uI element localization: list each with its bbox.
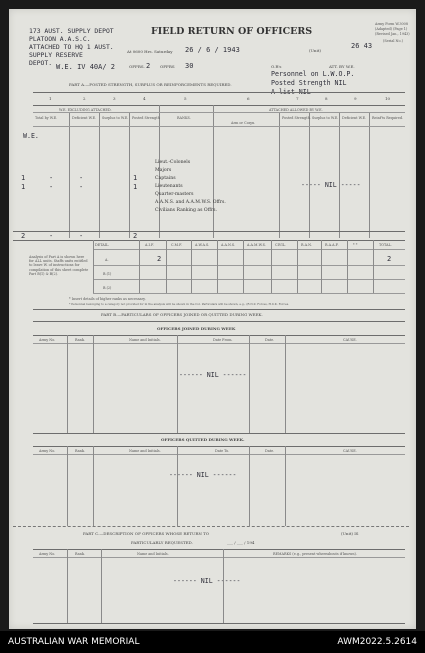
footnote-1: * Insert details of higher ranks as necessary. xyxy=(69,297,146,301)
quitted-hdr-date-to: Date To. xyxy=(215,449,230,453)
quitted-nil: ------ NIL ------ xyxy=(169,471,237,479)
joined-title: OFFICERS JOINED DURING WEEK xyxy=(157,326,236,331)
unit-line-4: SUPPLY RESERVE xyxy=(29,51,83,59)
col-num-7: 7 xyxy=(296,96,299,101)
col-line xyxy=(93,240,94,293)
footer-institution: AUSTRALIAN WAR MEMORIAL xyxy=(8,637,140,647)
hdr-arm-corps: Arm or Corps. xyxy=(231,121,256,125)
unit-line-1: 173 AUST. SUPPLY DEPOT xyxy=(29,27,114,35)
serial-label: (Serial No.) xyxy=(383,39,403,43)
detail-hdr-raaf: R.A.A.F. xyxy=(325,243,339,247)
col-line xyxy=(101,549,102,623)
col-line xyxy=(67,335,68,433)
form-adapted: (Adapted) (Page 1) xyxy=(375,27,408,31)
col-line xyxy=(217,240,218,293)
divider xyxy=(33,549,405,550)
rank-lieutenants: Lieutenants xyxy=(155,184,183,189)
rank-majors: Majors xyxy=(155,168,172,173)
rank-qm: Quarter-masters xyxy=(155,192,194,197)
col-num-1: 1 xyxy=(49,96,52,101)
col-line xyxy=(67,549,68,623)
unit-line-3: ATTACHED TO HQ 1 AUST. xyxy=(29,43,114,51)
col-line xyxy=(69,112,70,238)
hdr-deficient-att: Deficient W.E. xyxy=(342,116,367,120)
footnote-2: * Personnel belonging to a category not provided for in the analysis will be shown in the Col. Particulars will be shown, e.g., (R.N.Z. Forces, H.U.K. Forces. xyxy=(69,302,290,306)
lt-total: 1 xyxy=(21,183,26,191)
c-hdr-name: Name and Initials. xyxy=(137,552,169,556)
ranks-list xyxy=(155,159,226,215)
hdr-surplus-att: Surplus to W.E. xyxy=(312,116,339,120)
divider xyxy=(33,321,405,322)
detail-hdr-other: * * xyxy=(353,243,358,247)
part-b-title: PART B.—PARTICULARS OF OFFICERS JOINED OR QUITTED DURING WEEK. xyxy=(101,312,263,317)
part-c-nil: ------ NIL ------ xyxy=(173,577,241,585)
col-line xyxy=(339,112,340,238)
part-a-title: PART A.—POSTED STRENGTH, SURPLUS OR REINFORCEMENTS REQUIRED. xyxy=(69,82,232,87)
side-note: Analysis of Part A is shown here for ALL units. Staffs units entitled to leave W. of instructions for compilation of this sheet complete Part B(1) & B(2). xyxy=(29,255,89,276)
form-title: FIELD RETURN OF OFFICERS xyxy=(151,26,313,37)
col-line xyxy=(309,112,310,238)
form-revised: (Revised Jan., 1943) xyxy=(375,32,410,36)
col-num-5: 5 xyxy=(184,96,187,101)
col-num-6: 6 xyxy=(247,96,250,101)
col-line xyxy=(223,549,224,623)
unit-typed-text xyxy=(29,27,114,67)
col-num-10: 10 xyxy=(385,96,391,101)
attached-nil: ----- NIL ----- xyxy=(301,181,361,189)
divider xyxy=(33,92,405,93)
archive-footer xyxy=(0,631,425,653)
c-hdr-army-no: Army No. xyxy=(39,552,56,556)
part-c-unit-suffix: (Unit) IS xyxy=(341,531,359,536)
col-line xyxy=(67,446,68,526)
att-label: ATT. BY W.E. xyxy=(329,64,355,69)
col-num-3: 3 xyxy=(113,96,116,101)
cap-posted: 1 xyxy=(133,174,138,182)
lt-deficient: - xyxy=(49,183,54,191)
cap-surplus: - xyxy=(79,174,84,182)
detail-hdr-aif: A.I.F. xyxy=(145,243,154,247)
detail-row-b1: B.(1) xyxy=(103,272,112,276)
joined-hdr-rank: Rank. xyxy=(75,338,85,342)
col-num-4: 4 xyxy=(143,96,146,101)
divider xyxy=(33,126,405,127)
total-posted: 2 xyxy=(133,232,138,240)
quitted-hdr-name: Name and Initials. xyxy=(129,449,161,453)
detail-hdr-aans: A.A.N.S. xyxy=(221,243,236,247)
divider xyxy=(33,335,405,336)
divider xyxy=(33,623,405,624)
we-row-label: W.E. xyxy=(23,132,39,140)
rank-captains: Captains xyxy=(155,176,176,181)
unit-line-5: DEPOT. xyxy=(29,59,53,67)
quitted-hdr-rank: Rank. xyxy=(75,449,85,453)
lt-posted: 1 xyxy=(133,183,138,191)
col-line xyxy=(285,335,286,433)
detail-hdr-cmf: C.M.F. xyxy=(171,243,183,247)
offrs-label: OFFRS. xyxy=(129,64,145,69)
detail-a-aif: 2 xyxy=(157,255,162,263)
quitted-hdr-cause: CAUSE. xyxy=(343,449,357,453)
total-surplus: - xyxy=(79,232,84,240)
divider xyxy=(33,105,405,106)
col-line xyxy=(369,112,370,238)
joined-hdr-cause: CAUSE. xyxy=(343,338,357,342)
hdr-posted: Posted Strength xyxy=(132,116,160,120)
joined-hdr-date: Date. xyxy=(265,338,275,342)
hdr-ranks: RANKS. xyxy=(177,116,191,120)
detail-hdr-ran: R.A.N. xyxy=(301,243,312,247)
quitted-hdr-date: Date. xyxy=(265,449,275,453)
we-reference: W.E. IV 40A/ 2 xyxy=(56,63,116,71)
divider xyxy=(33,446,405,447)
we-excluding-header: W.E. EXCLUDING ATTACHED. xyxy=(59,108,112,112)
col-line xyxy=(177,335,178,433)
detail-label: DETAIL. xyxy=(95,243,110,247)
detail-hdr-aamws: A.A.M.W.S. xyxy=(247,243,266,247)
divider xyxy=(33,343,405,344)
detail-hdr-civil: CIVIL. xyxy=(275,243,287,247)
total-deficient: - xyxy=(49,232,54,240)
form-number: Army Form W.3008 xyxy=(375,22,408,26)
ors-value: 30 xyxy=(185,62,194,70)
col-line xyxy=(249,446,250,526)
hdr-surplus: Surplus to W.E. xyxy=(102,116,129,120)
joined-hdr-name: Name and Initials. xyxy=(129,338,161,342)
col-line xyxy=(93,335,94,433)
posted-strength: Posted Strength NIL xyxy=(271,79,347,87)
ors-label: O.R's xyxy=(271,64,282,69)
col-line xyxy=(249,335,250,433)
col-line xyxy=(191,240,192,293)
at-line: At 0600 Hrs. Saturday xyxy=(127,49,173,54)
c-hdr-rank: Rank. xyxy=(75,552,85,556)
col-line xyxy=(279,112,280,238)
joined-nil: ------ NIL ------ xyxy=(179,371,247,379)
hdr-posted-att: Posted Strength. xyxy=(282,116,311,120)
ors-label-a: OFFRS xyxy=(160,64,175,69)
cap-deficient: - xyxy=(49,174,54,182)
divider xyxy=(33,309,405,310)
detail-row-b2: B.(2) xyxy=(103,286,112,290)
divider xyxy=(33,454,405,455)
total-we: 2 xyxy=(21,232,26,240)
footer-accession: AWM2022.5.2614 xyxy=(337,637,417,647)
divider xyxy=(13,231,405,232)
divider xyxy=(33,557,405,558)
col-line xyxy=(297,240,298,293)
col-num-9: 9 xyxy=(354,96,357,101)
col-line xyxy=(139,240,140,293)
quitted-hdr-army-no: Army No. xyxy=(39,449,56,453)
date-filled: 26 / 6 / 1943 xyxy=(185,46,240,54)
divider xyxy=(33,433,405,434)
col-line xyxy=(271,240,272,293)
col-line xyxy=(99,112,100,238)
rank-civilians: Civilians Ranking as Offrs. xyxy=(155,208,217,213)
rank-aans: A.A.N.S. and A.A.M.W.S. Offrs. xyxy=(155,200,226,205)
divider xyxy=(93,293,405,294)
col-line xyxy=(285,446,286,526)
a-list: A list NIL xyxy=(271,88,311,96)
hdr-total-we: Total by W.E. xyxy=(35,116,58,120)
hdr-reinforcements: Reinf'ts Required. xyxy=(372,116,404,120)
divider xyxy=(33,112,405,113)
detail-a-total: 2 xyxy=(387,255,392,263)
joined-hdr-date-from: Date From. xyxy=(213,338,233,342)
attached-allowed-header: ATTACHED ALLOWED BY W.E. xyxy=(269,108,323,112)
part-c-title: PART C.—DESCRIPTION OF OFFICERS WHOSE RETURN TO xyxy=(83,531,210,536)
col-line xyxy=(373,240,374,293)
detail-hdr-awas: A.W.A.S. xyxy=(195,243,210,247)
col-line xyxy=(177,446,178,526)
date-right: 26 43 xyxy=(351,42,373,50)
quitted-title: OFFICERS QUITTED DURING WEEK. xyxy=(161,437,245,442)
rank-lt-col: Lieut.-Colonels xyxy=(155,160,191,165)
col-line xyxy=(321,240,322,293)
part-c-line2: PARTICULARLY REQUESTED. xyxy=(131,540,193,545)
divider xyxy=(13,526,409,527)
part-c-date: ___ / ___ / 194 xyxy=(227,540,255,545)
lt-surplus: - xyxy=(79,183,84,191)
detail-hdr-total: TOTAL. xyxy=(379,243,392,247)
offrs-value: 2 xyxy=(146,62,151,70)
cap-total: 1 xyxy=(21,174,26,182)
unit-label: (Unit) xyxy=(309,48,321,53)
col-line xyxy=(166,240,167,293)
col-num-2: 2 xyxy=(83,96,86,101)
c-hdr-remarks: REMARKS (e.g., present whereabouts if known). xyxy=(273,552,357,556)
joined-hdr-army-no: Army No. xyxy=(39,338,56,342)
col-line xyxy=(243,240,244,293)
hdr-deficient: Deficient W.E. xyxy=(72,116,97,120)
detail-row-a: A. xyxy=(105,258,109,262)
col-line xyxy=(129,112,130,238)
unit-line-2: PLATOON A.A.S.C. xyxy=(29,35,91,43)
att-text: Personnel on L.W.O.P. xyxy=(271,70,355,78)
col-line xyxy=(347,240,348,293)
col-line xyxy=(93,446,94,526)
col-num-8: 8 xyxy=(325,96,328,101)
form-sheet xyxy=(9,9,416,629)
